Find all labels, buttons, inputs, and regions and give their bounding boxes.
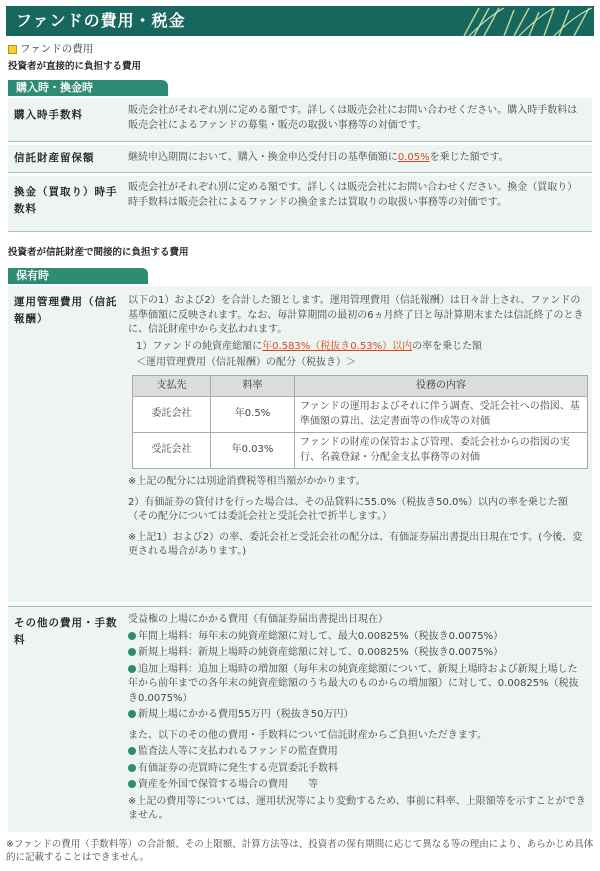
allocation-note: ※上記の配分には別途消費税等相当額がかかります。	[128, 476, 366, 487]
bullet-icon	[128, 632, 136, 640]
bullet-icon	[128, 665, 136, 673]
list-item: 監査法人等に支払われるファンドの監査費用	[128, 745, 586, 760]
redemption-fee-row	[8, 176, 592, 232]
table-header: 料率	[211, 375, 295, 397]
table-cell: ファンドの財産の保管および管理、委託会社からの指図の実行、名義登録・分配金支払事務等の対価	[295, 433, 588, 469]
direct-cost-heading: 投資者が直接的に負担する費用	[8, 61, 142, 72]
bullet-icon	[128, 780, 136, 788]
list-item: 新規上場料：新規上場時の純資産総額に対して、0.00825%（税抜き0.0075%）	[128, 646, 586, 661]
purchase-redemption-band: 購入時・換金時	[8, 80, 168, 96]
list-item: 年間上場料：毎年末の純資産総額に対して、最大0.00825%（税抜き0.0075%）	[128, 630, 586, 645]
table-row	[133, 433, 588, 469]
footer-note: ※ファンドの費用（手数料等）の合計額、その上限額、計算方法等は、投資者の保有期間に応じて異なる等の理由により、あらかじめ具体的に記載することはできません。	[6, 839, 594, 864]
management-fee-label: 運用管理費用（信託報酬）	[14, 296, 118, 325]
table-cell: 年0.03%	[211, 433, 295, 469]
holding-band: 保有時	[8, 268, 148, 284]
redemption-fee-text: 販売会社がそれぞれ別に定める額です。詳しくは販売会社にお問い合わせください。換金（買取り）時手数料は販売会社によるファンドの換金または買取りの取扱い事務等の対価です。	[128, 182, 578, 208]
management-fee-box	[8, 286, 592, 602]
management-fee-note: ※上記1）および2）の率、委託会社と受託会社の配分は、有価証券届出書提出日現在です。(今後、変更される場合があります。)	[128, 531, 583, 557]
management-fee-rate: 年0.583%（税抜き0.53%）以内	[262, 340, 413, 352]
management-fee-item2: 2）有価証券の貸付けを行った場合は、その品貸料に55.0%（税抜き50.0%）以内の率を乗じた額（その配分については委託会社と受託会社で折半します。）	[128, 496, 568, 522]
other-fees-box	[8, 606, 592, 832]
other-fees-content	[128, 613, 586, 826]
table-cell: 委託会社	[133, 397, 211, 433]
bullet-icon	[128, 648, 136, 656]
management-fee-content	[128, 294, 586, 562]
redemption-fee-label: 換金（買取り）時手数料	[14, 186, 118, 215]
purchase-fee-text: 販売会社がそれぞれ別に定める額です。詳しくは販売会社にお問い合わせください。購入時手数料は販売会社によるファンドの募集・販売の取扱い事務等の対価です。	[128, 105, 578, 131]
allocation-caption: ＜運用管理費用（信託報酬）の配分（税抜き）＞	[136, 357, 356, 368]
list-item: 資産を外国で保管する場合の費用 等	[128, 778, 586, 793]
page-header	[6, 6, 594, 36]
retention-row	[8, 145, 592, 173]
retention-rate: 0.05%	[397, 152, 430, 163]
square-icon	[8, 45, 17, 54]
header-pattern	[444, 6, 594, 36]
indirect-cost-heading: 投資者が信託財産で間接的に負担する費用	[8, 247, 189, 258]
table-cell: ファンドの運用およびそれに伴う調査、受託会社への指図、基準価額の算出、法定書面等の作成等の対価	[295, 397, 588, 433]
other-fees-label: その他の費用・手数料	[14, 617, 118, 646]
retention-label: 信託財産留保額	[14, 152, 95, 164]
table-cell: 年0.5%	[211, 397, 295, 433]
bullet-icon	[128, 764, 136, 772]
table-header: 役務の内容	[295, 375, 588, 397]
fund-cost-label: ファンドの費用	[8, 42, 93, 57]
table-row	[133, 397, 588, 433]
bullet-icon	[128, 747, 136, 755]
page-title: ファンドの費用・税金	[16, 11, 186, 31]
other-fees-note: ※上記の費用等については、運用状況等により変動するため、事前に料率、上限額等を示すことができません。	[128, 795, 586, 821]
listing-heading: 受益権の上場にかかる費用（有価証券届出書提出日現在）	[128, 614, 388, 625]
management-fee-intro: 以下の1）および2）を合計した額とします。運用管理費用（信託報酬）は日々計上され、ファンドの基準価額に反映されます。なお、毎計算期間の最初の6ヵ月終了日と毎計算期末または信託終了のときに、信託財産中から支払われます。	[128, 295, 584, 335]
bullet-icon	[128, 710, 136, 718]
purchase-fee-label: 購入時手数料	[14, 109, 83, 121]
list-item: 追加上場料：追加上場時の増加額（毎年末の純資産総額について、新規上場時および新規上場した年から前年までの各年末の純資産総額のうち最大のものからの増加額）に対して、0.00825%（税抜き0.0075%）	[128, 663, 579, 704]
other-fees-intro: また、以下のその他の費用・手数料について信託財産からご負担いただきます。	[128, 729, 487, 741]
table-header: 支払先	[133, 375, 211, 397]
allocation-table	[132, 375, 588, 470]
management-fee-item1: 1）ファンドの純資産総額に年0.583%（税抜き0.53%）以内の率を乗じた額	[136, 340, 483, 352]
retention-text: 継続申込期間において、購入・換金申込受付日の基準価額に0.05%を乗じた額です。	[128, 152, 509, 163]
list-item: 新規上場にかかる費用55万円（税抜き50万円）	[128, 708, 586, 723]
list-item: 有価証券の売買時に発生する売買委託手数料	[128, 762, 586, 777]
purchase-fee-row	[8, 98, 592, 142]
table-cell: 受託会社	[133, 433, 211, 469]
